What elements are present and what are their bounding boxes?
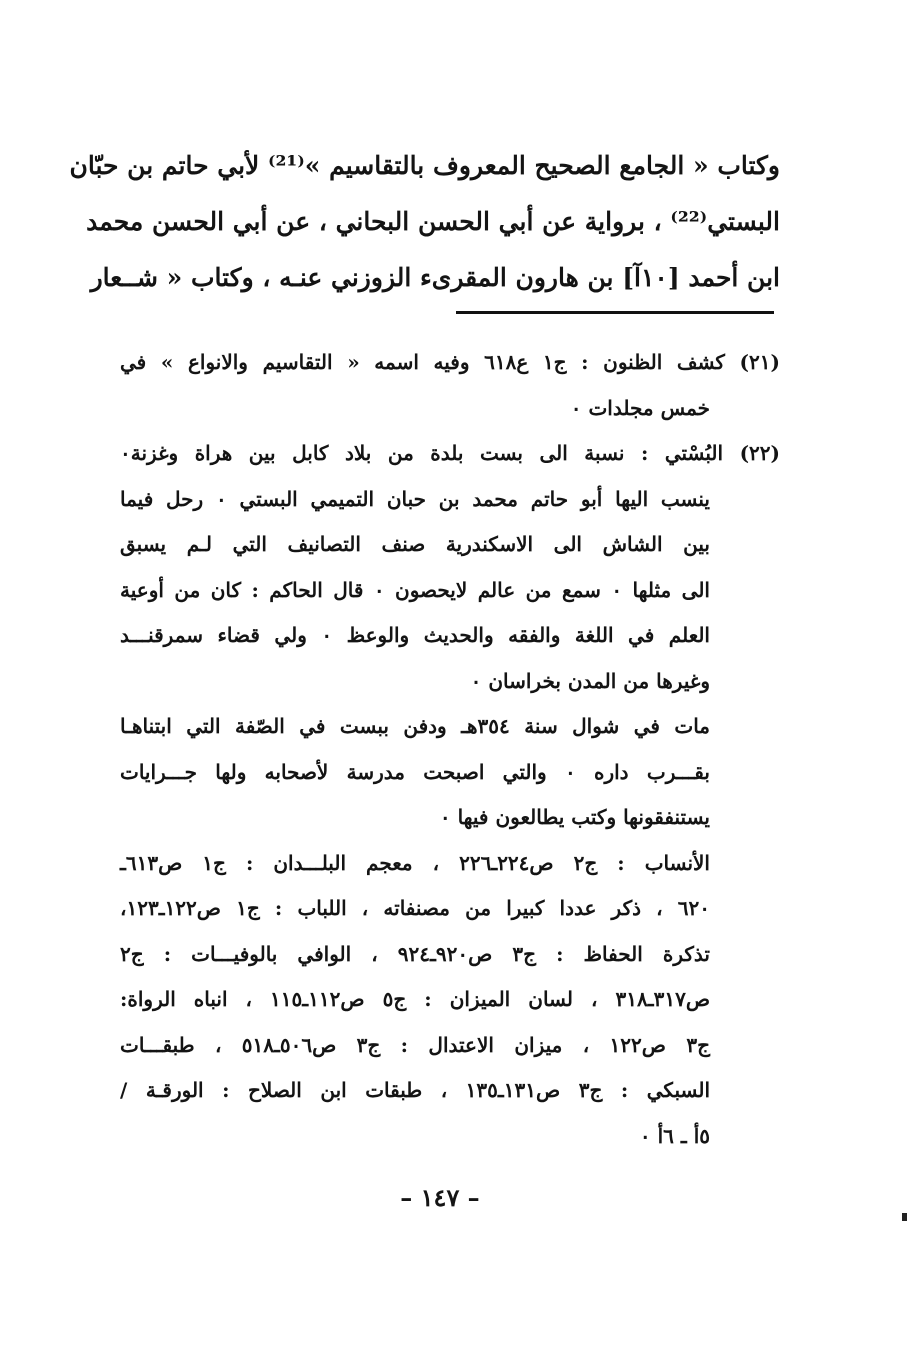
footnote-line: تذكرة الحفاظ : ج٣ ص٩٢٠ـ٩٢٤ ، الوافي بالوفيـــات : ج٢ <box>120 941 710 966</box>
footnotes <box>120 340 780 1159</box>
body-text <box>69 138 780 306</box>
body-line: البستي⁽²²⁾ ، برواية عن أبي الحسن البحاني ، عن أبي الحسن محمد <box>86 207 780 236</box>
footnote-line: يستنفقونها وكتب يطالعون فيها ٠ <box>439 805 710 829</box>
footnote-line: مات في شوال سنة ٣٥٤هـ ودفن ببست في الصّفة التي ابتناهـا <box>120 714 710 738</box>
footnote-line: ج٣ ص١٢٢ ، ميزان الاعتدال : ج٣ ص٥٠٦ـ٥١٨ ، طبقـــات <box>120 1032 711 1057</box>
body-line: ابن أحمد [١٠آ] بن هارون المقرىء الزوزني عنـه ، وكتاب « شــعار <box>90 263 780 292</box>
footnote-line: بين الشاش الى الاسكندرية صنف التصانيف التي لـم يسبق <box>120 532 710 556</box>
footnote-line: ٦٢٠ ، ذكر عددا كبيرا من مصنفاته ، اللباب : ج١ ص١٢٢ـ١٢٣، <box>120 896 710 920</box>
body-line: وكتاب « الجامع الصحيح المعروف بالتقاسيم »⁽²¹⁾ لأبي حاتم بن حبّان <box>69 151 780 180</box>
footnote-line: وغيرها من المدن بخراسان ٠ <box>470 668 710 693</box>
footnote-line: ينسب اليها أبو حاتم محمد بن حبان التميمي البستي ٠ رحل فيما <box>120 486 710 511</box>
footnote-line: خمس مجلدات ٠ <box>570 395 710 420</box>
page-number: – ١٤٧ – <box>400 1183 480 1212</box>
footnote-line: ص٣١٧ـ٣١٨ ، لسان الميزان : ج٥ ص١١٢ـ١١٥ ، انباه الرواة: <box>120 987 710 1011</box>
footnote-line: العلم في اللغة والفقه والحديث والوعظ ٠ ولي قضاء سمرقنـــد <box>120 623 710 647</box>
footnote-line: الأنساب : ج٢ ص٢٢٤ـ٢٢٦ ، معجم البلـــدان : ج١ ص٦١٣ـ <box>120 850 710 875</box>
footnote-line: (٢١) كشف الظنون : ج١ ع٦١٨ وفيه اسمه « التقاسيم والانواع » في <box>120 350 780 374</box>
footnote-line: الى مثلها ٠ سمع من عالم لايحصون ٠ قال الحاكم : كان من أوعية <box>120 577 710 602</box>
footnote-line: (٢٢) البُسْتي : نسبة الى بست بلدة من بلاد كابل بين هراة وغزنة٠ <box>120 441 780 465</box>
footnote-line: ٥أ ـ ٦أ ٠ <box>639 1123 710 1148</box>
footnote-line: بقـــرب داره ٠ والتي اصبحت مدرسة لأصحابه ولها جـــرايات <box>120 759 710 784</box>
footnote-line: السبكي : ج٣ ص١٣١ـ١٣٥ ، طبقات ابن الصلاح : الورقـة / <box>120 1078 711 1102</box>
margin-mark <box>902 1213 907 1221</box>
footnote-separator <box>456 311 774 314</box>
